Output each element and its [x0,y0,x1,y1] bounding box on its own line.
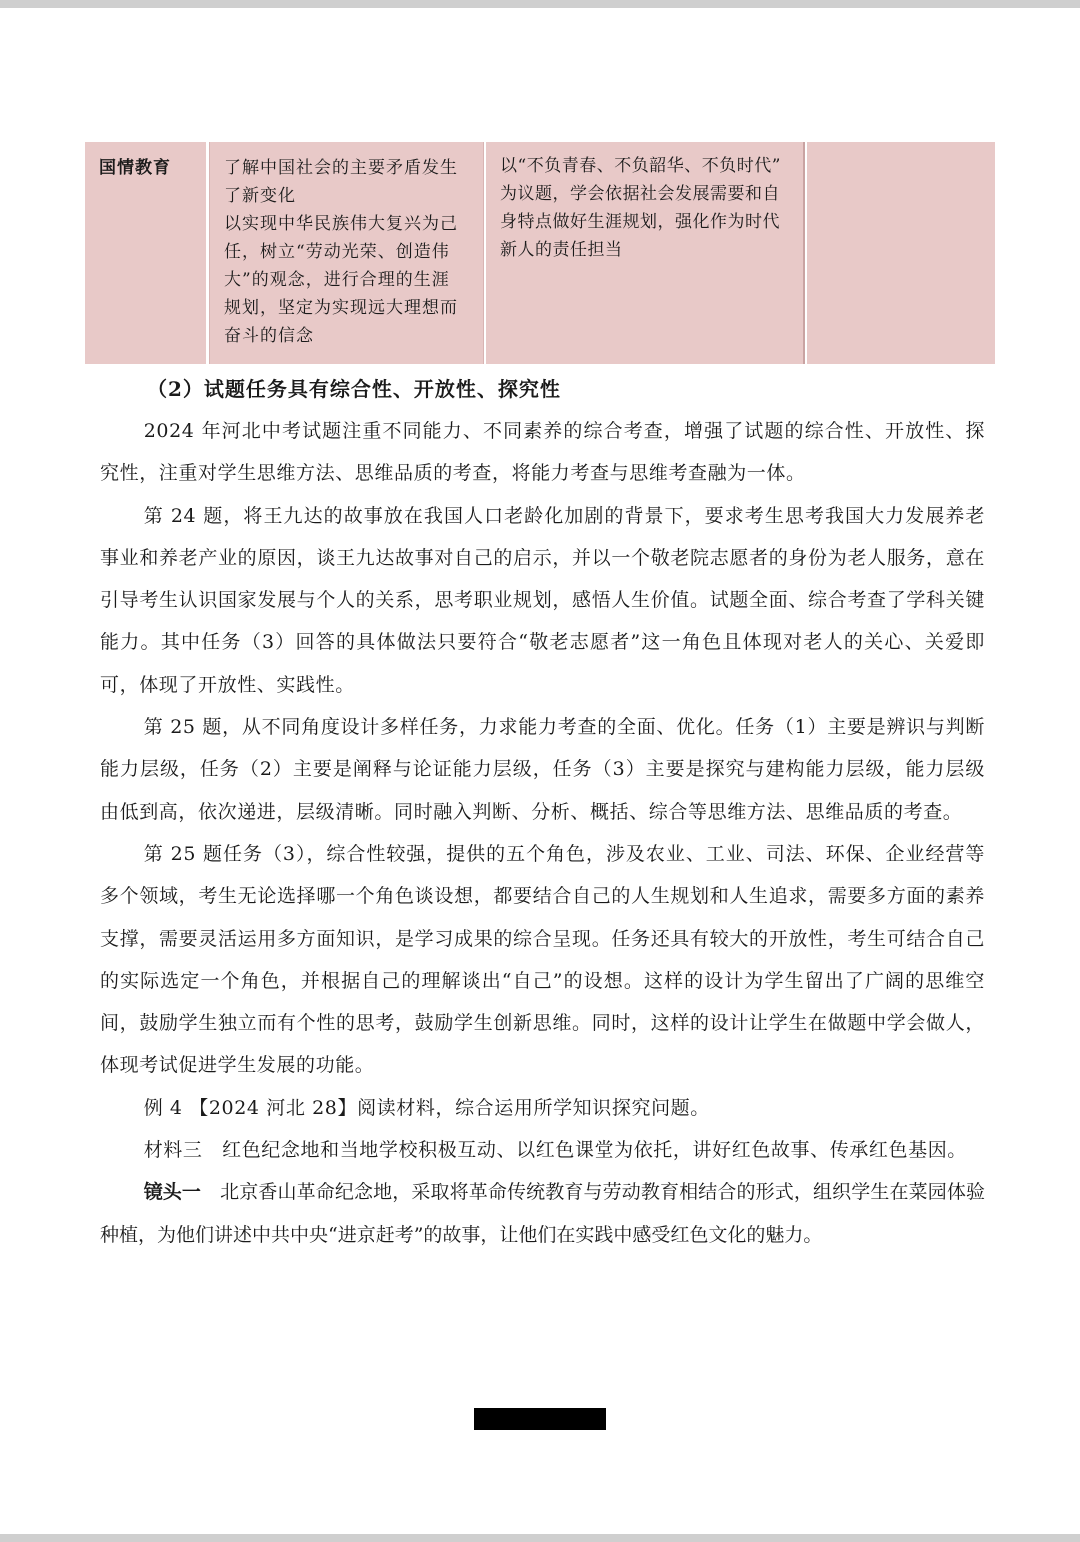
table-cell-category [85,142,206,364]
page-bottom-edge [0,1534,1080,1542]
topic-line: 以“不负青春、不负韶华、不负时代” [500,156,781,176]
shot-label: 镜头一 [143,1181,202,1204]
paragraph: 第 25 题任务（3），综合性较强，提供的五个角色，涉及农业、工业、司法、环保、企业经营等多个领域，考生无论选择哪一个角色谈设想，都要结合自己的人生规划和人生追求，需要多方面的素养支撑，需要灵活运用多方面知识，是学习成果的综合呈现。任务还具有较大的开放性，考生可结合自己的实际选定一个角色，并根据自己的理解谈出“自己”的设想。这样的设计为学生留出了广阔的思维空间，鼓励学生独立而有个性的思考，鼓励学生创新思维。同时，这样的设计让学生在做题中学会做人，体现考试促进学生发展的功能。 [100,842,985,1077]
goal-line: 了新变化 [224,186,296,206]
table-cell-empty [807,142,995,364]
topic-line: 新人的责任担当 [500,240,623,260]
goal-line: 奋斗的信念 [224,326,314,346]
goal-line: 规划，坚定为实现远大理想而 [224,298,458,318]
goal-line: 大”的观念，进行合理的生涯 [224,270,450,290]
table-row [85,142,995,364]
goal-line: 以实现中华民族伟大复兴为己 [224,214,458,234]
goal-line: 了解中国社会的主要矛盾发生 [224,158,458,178]
section-heading: （2）试题任务具有综合性、开放性、探究性 [147,377,561,401]
shot-text: 北京香山革命纪念地，采取将革命传统教育与劳动教育相结合的形式，组织学生在菜园体验种植，为他们讲述中共中央“进京赶考”的故事，让他们在实践中感受红色文化的魅力。 [100,1181,985,1246]
topic-line: 为议题，学会依据社会发展需要和自 [500,184,780,204]
redaction-bar [474,1408,606,1430]
paragraph: 第 24 题，将王九达的故事放在我国人口老龄化加剧的背景下，要求考生思考我国大力发展养老事业和养老产业的原因，谈王九达故事对自己的启示，并以一个敬老院志愿者的身份为老人服务，意在引导考生认识国家发展与个人的关系，思考职业规划，感悟人生价值。试题全面、综合考查了学科关键能力。其中任务（3）回答的具体做法只要符合“敬老志愿者”这一角色且体现对老人的关心、关爱即可，体现了开放性、实践性。 [100,504,985,696]
material-paragraph: 材料三 红色纪念地和当地学校积极互动、以红色课堂为依托，讲好红色故事、传承红色基因。 [143,1139,967,1162]
example-line: 例 4 【2024 河北 28】阅读材料，综合运用所学知识探究问题。 [143,1096,710,1119]
table-cell-goals [209,142,484,364]
topic-line: 身特点做好生涯规划，强化作为时代 [500,212,780,232]
paragraph: 第 25 题，从不同角度设计多样任务，力求能力考查的全面、优化。任务（1）主要是辨识与判断能力层级，任务（2）主要是阐释与论证能力层级，任务（3）主要是探究与建构能力层级，能力层级由低到高，依次递进，层级清晰。同时融入判断、分析、概括、综合等思维方法、思维品质的考查。 [100,716,985,823]
goal-line: 任，树立“劳动光荣、创造伟 [224,242,450,262]
shot-paragraph [100,1171,985,1256]
table-cell-topic [486,142,805,364]
page-top-edge [0,0,1080,8]
body-text [100,368,985,1256]
category-label: 国情教育 [99,158,171,178]
paragraph: 2024 年河北中考试题注重不同能力、不同素养的综合考查，增强了试题的综合性、开放性、探究性，注重对学生思维方法、思维品质的考查，将能力考查与思维考查融为一体。 [100,420,985,485]
